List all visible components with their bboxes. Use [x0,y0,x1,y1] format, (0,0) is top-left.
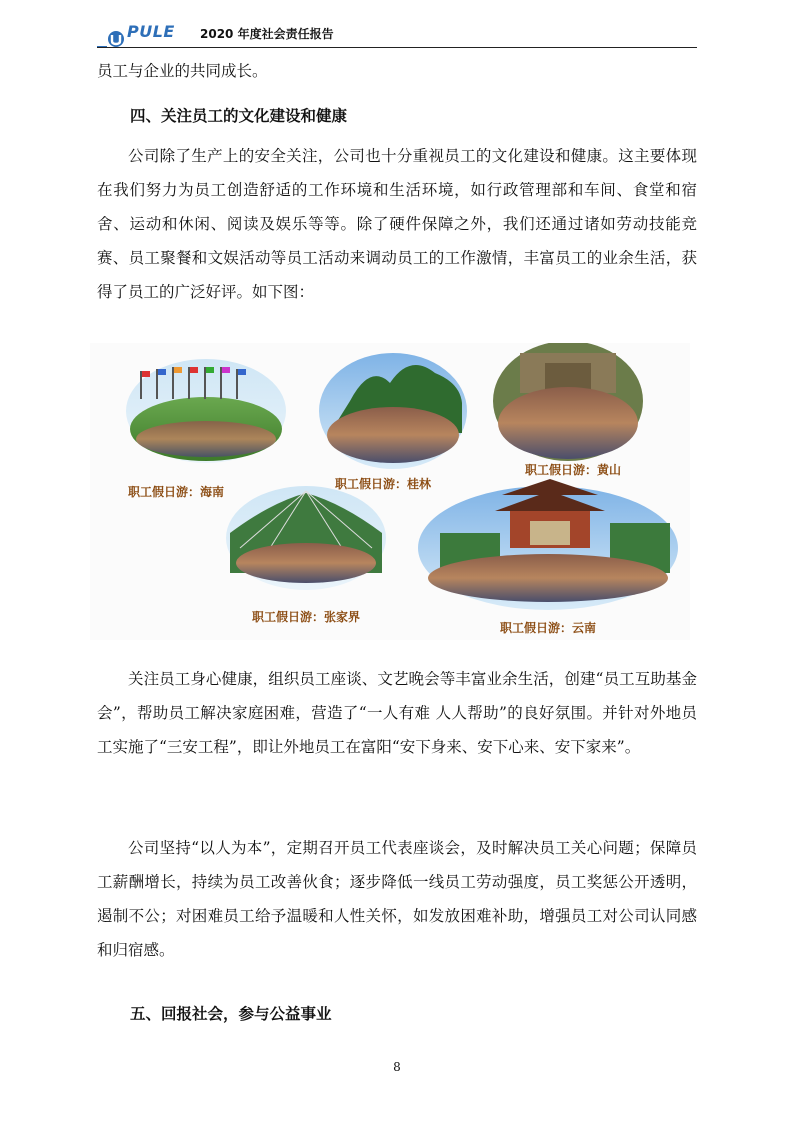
photo-hainan [126,359,286,463]
photo-yunnan [418,479,678,610]
paragraph-people-oriented: 公司坚持“以人为本”，定期召开员工代表座谈会，及时解决员工关心问题；保障员工薪酬增长，持续为员工改善伙食；逐步降低一线员工劳动强度，员工奖惩公开透明，遏制不公；对困难员工给予温暖和人性关怀，如发放困难补助，增强员工对公司认同感和归宿感。 [97,839,697,959]
section-heading-4: 四、关注员工的文化建设和健康 [130,107,348,125]
photo-huangshan [493,343,643,461]
caption-guilin: 职工假日游：桂林 [335,477,432,491]
header-divider [97,47,697,48]
paragraph-continuation: 员工与企业的共同成长。 [97,62,268,80]
paragraph-culture: 公司除了生产上的安全关注，公司也十分重视员工的文化建设和健康。这主要体现在我们努力为员工创造舒适的工作环境和生活环境，如行政管理部和车间、食堂和宿舍、运动和休闲、阅读及娱乐等等。除了硬件保障之外，我们还通过诸如劳动技能竞赛、员工聚餐和文娱活动等员工活动来调动员工的工作激情，丰富员工的业余生活，获得了员工的广泛好评。如下图： [97,147,697,301]
caption-hainan: 职工假日游：海南 [128,485,225,499]
caption-yunnan: 职工假日游：云南 [500,621,597,635]
paragraph-health: 关注员工身心健康，组织员工座谈、文艺晚会等丰富业余生活，创建“员工互助基金会”，帮助员工解决家庭困难，营造了“一人有难 人人帮助”的良好氛围。并针对外地员工实施了“三安工程”，即让外地员工在富阳“安下身来、安下心来、安下家来”。 [97,670,697,756]
page-number: 8 [393,1060,401,1074]
photo-zhangjiajie [226,486,386,590]
section-heading-5: 五、回报社会，参与公益事业 [130,1005,332,1023]
photo-guilin [319,353,467,469]
caption-huangshan: 职工假日游：黄山 [525,463,622,477]
report-title: 2020 年度社会责任报告 [200,27,334,41]
page-header [97,22,697,50]
logo-text: PULE [127,22,175,41]
caption-zhangjiajie: 职工假日游：张家界 [252,610,361,624]
photo-collage [90,343,690,640]
